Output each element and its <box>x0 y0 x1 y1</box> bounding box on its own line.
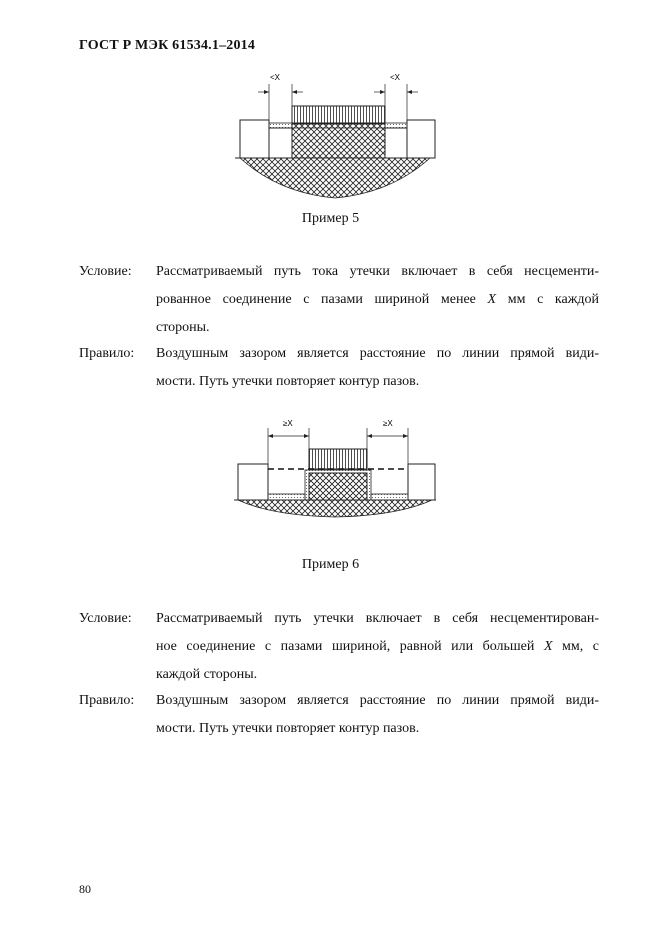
top-block <box>292 106 385 123</box>
right-block <box>407 120 435 158</box>
text-line: мости. Путь утечки повторяет контур пазов. <box>156 374 420 389</box>
rule-text <box>156 687 599 743</box>
left-block <box>240 120 269 158</box>
text-line: Рассматриваемый путь тока утечки включает в себя несцементи- <box>156 264 599 279</box>
center-block <box>292 124 385 158</box>
text-line: стороны. <box>156 320 210 335</box>
document-header: ГОСТ Р МЭК 61534.1–2014 <box>79 38 256 53</box>
left-dimension-label: ≥X <box>283 419 293 428</box>
top-block <box>309 449 367 469</box>
right-dimension-label: <X <box>390 73 401 82</box>
left-dimension-label: <X <box>270 73 281 82</box>
text-line: ное соединение с пазами шириной, равной или большей X мм, с <box>156 639 600 654</box>
figure-example-6 <box>230 412 440 522</box>
text-line: мости. Путь утечки повторяет контур пазов. <box>156 721 420 736</box>
rule-label: Правило: <box>79 693 135 708</box>
text-line: Рассматриваемый путь утечки включает в себя несцементирован- <box>156 611 599 626</box>
substrate <box>240 158 430 198</box>
text-line: каждой стороны. <box>156 667 258 682</box>
condition-label: Условие: <box>79 611 132 626</box>
text-line: рованное соединение с пазами шириной менее X мм с каждой <box>156 292 600 307</box>
text-line: Воздушным зазором является расстояние по линии прямой види- <box>156 693 599 708</box>
caption-example-6: Пример 6 <box>301 557 360 572</box>
substrate <box>238 500 432 517</box>
condition-text <box>156 605 599 689</box>
left-block <box>238 464 268 500</box>
page-number: 80 <box>79 882 91 896</box>
text-line: Воздушным зазором является расстояние по линии прямой види- <box>156 346 599 361</box>
right-block <box>408 464 435 500</box>
rule-label: Правило: <box>79 346 135 361</box>
caption-example-5: Пример 5 <box>301 211 360 226</box>
cement-layer <box>269 123 407 128</box>
condition-label: Условие: <box>79 264 132 279</box>
center-block <box>309 473 367 500</box>
right-dimension-label: ≥X <box>383 419 393 428</box>
figure-example-5 <box>230 66 440 206</box>
condition-text <box>156 258 599 342</box>
rule-text <box>156 340 599 396</box>
